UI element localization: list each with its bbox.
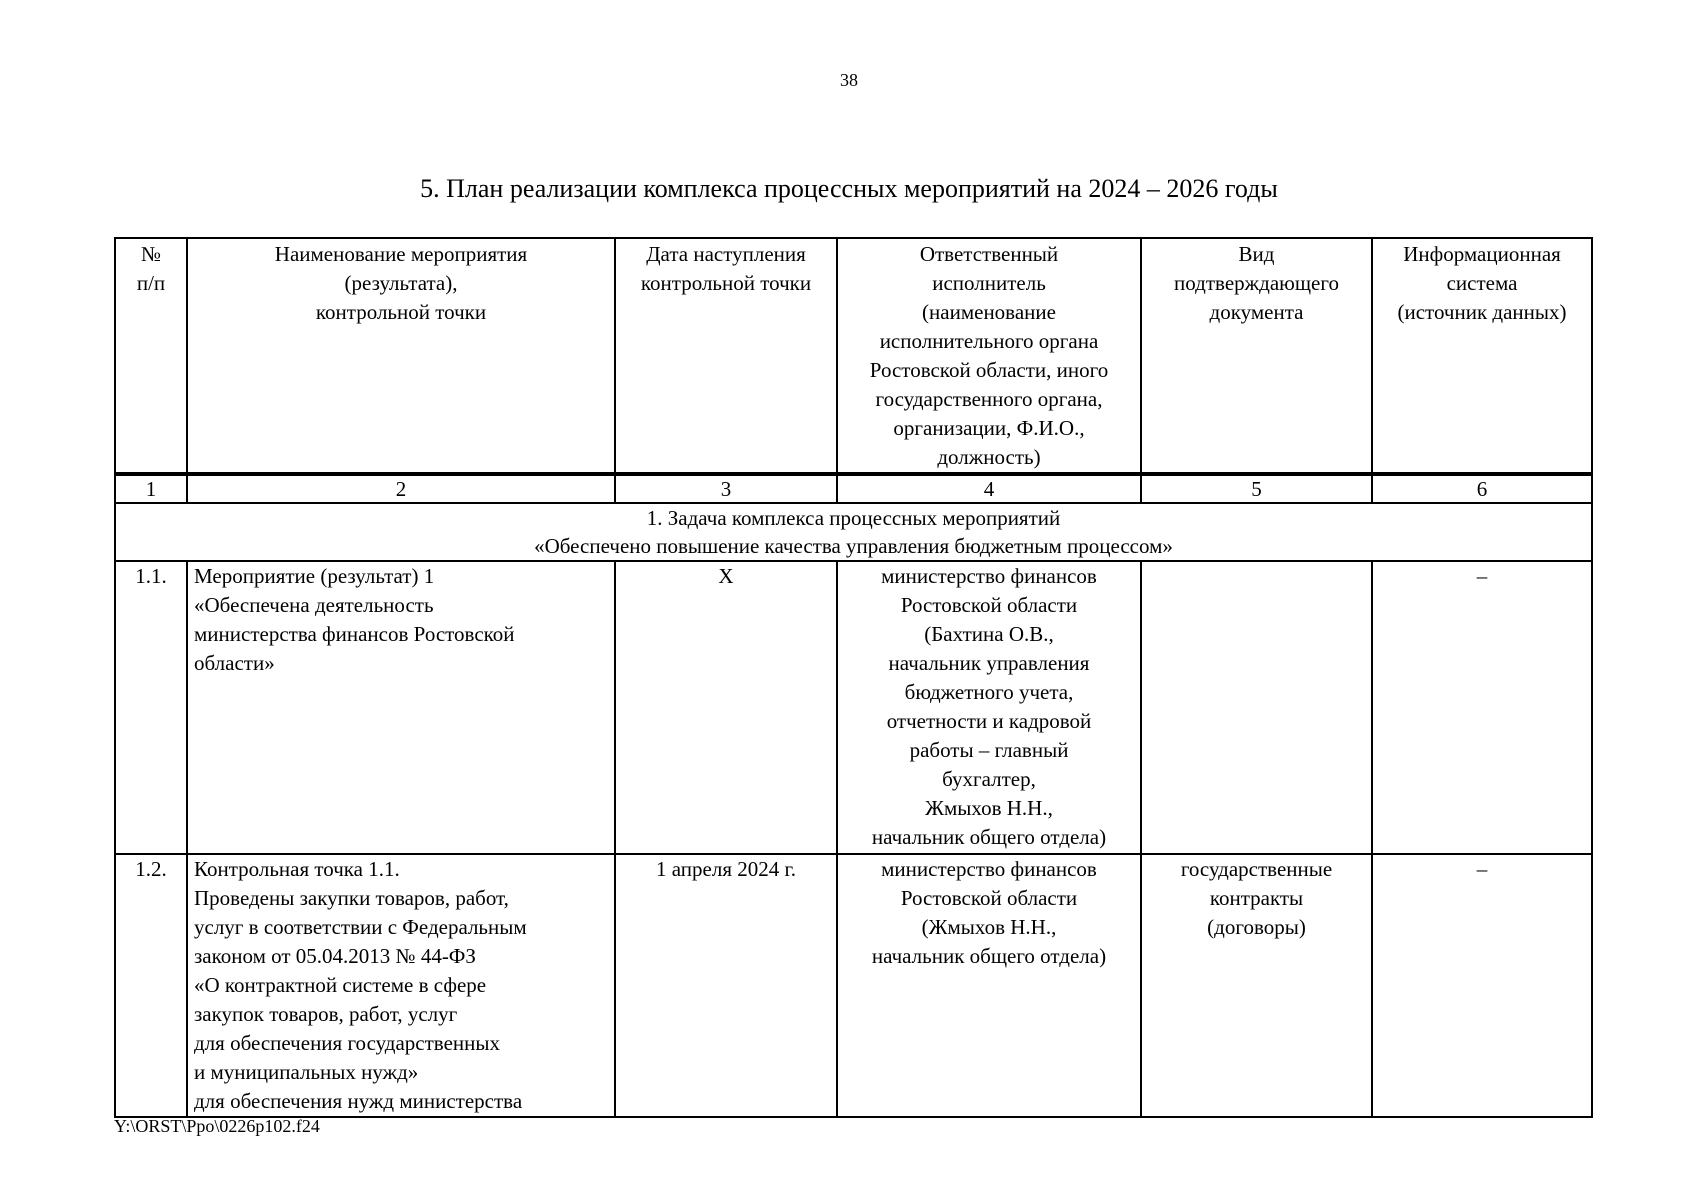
row-number: 1.2. [115, 854, 187, 1117]
row-responsible: министерство финансов Ростовской области (Бахтина О.В., начальник управления бюджетного учета, отчетности и кадровой работы – главный бухгалтер, Жмыхов Н.Н., начальник общего отдела) [837, 561, 1141, 854]
column-number: 2 [187, 474, 615, 503]
plan-table [114, 237, 1593, 1118]
row-document: государственные контракты (договоры) [1141, 854, 1372, 1117]
row-responsible: министерство финансов Ростовской области (Жмыхов Н.Н., начальник общего отдела) [837, 854, 1141, 1117]
task-heading: 1. Задача комплекса процессных мероприятий «Обеспечено повышение качества управления бюджетным процессом» [115, 503, 1592, 561]
row-info-system: – [1372, 561, 1592, 854]
table-row [115, 561, 1592, 854]
header-cell-number: № п/п [115, 238, 187, 474]
header-cell-responsible: Ответственный исполнитель (наименование исполнительного органа Ростовской области, иного государственного органа, организации, Ф.И.О., должность) [837, 238, 1141, 474]
row-date: Х [615, 561, 837, 854]
header-cell-date: Дата наступления контрольной точки [615, 238, 837, 474]
column-number: 1 [115, 474, 187, 503]
column-number: 4 [837, 474, 1141, 503]
file-path-footer: Y:\ORST\Ppo\0226p102.f24 [114, 1116, 320, 1136]
header-cell-info-system: Информационная система (источник данных) [1372, 238, 1592, 474]
column-number: 3 [615, 474, 837, 503]
task-heading-row [115, 503, 1592, 561]
page-number: 38 [840, 70, 858, 90]
column-number: 5 [1141, 474, 1372, 503]
column-number-row [115, 474, 1592, 503]
row-name: Мероприятие (результат) 1 «Обеспечена деятельность министерства финансов Ростовской области» [187, 561, 615, 854]
header-cell-document: Вид подтверждающего документа [1141, 238, 1372, 474]
row-info-system: – [1372, 854, 1592, 1117]
row-number: 1.1. [115, 561, 187, 854]
column-number: 6 [1372, 474, 1592, 503]
table-row [115, 854, 1592, 1117]
header-cell-name: Наименование мероприятия (результата), контрольной точки [187, 238, 615, 474]
document-title: 5. План реализации комплекса процессных мероприятий на 2024 – 2026 годы [420, 174, 1278, 203]
row-date: 1 апреля 2024 г. [615, 854, 837, 1117]
table-header-row [115, 238, 1592, 474]
row-document [1141, 561, 1372, 854]
row-name: Контрольная точка 1.1. Проведены закупки товаров, работ, услуг в соответствии с Федеральным законом от 05.04.2013 № 44-ФЗ «О контрактной системе в сфере закупок товаров, работ, услуг для обеспечения государственных и муниципальных нужд» для обеспечения нужд министерства [187, 854, 615, 1117]
